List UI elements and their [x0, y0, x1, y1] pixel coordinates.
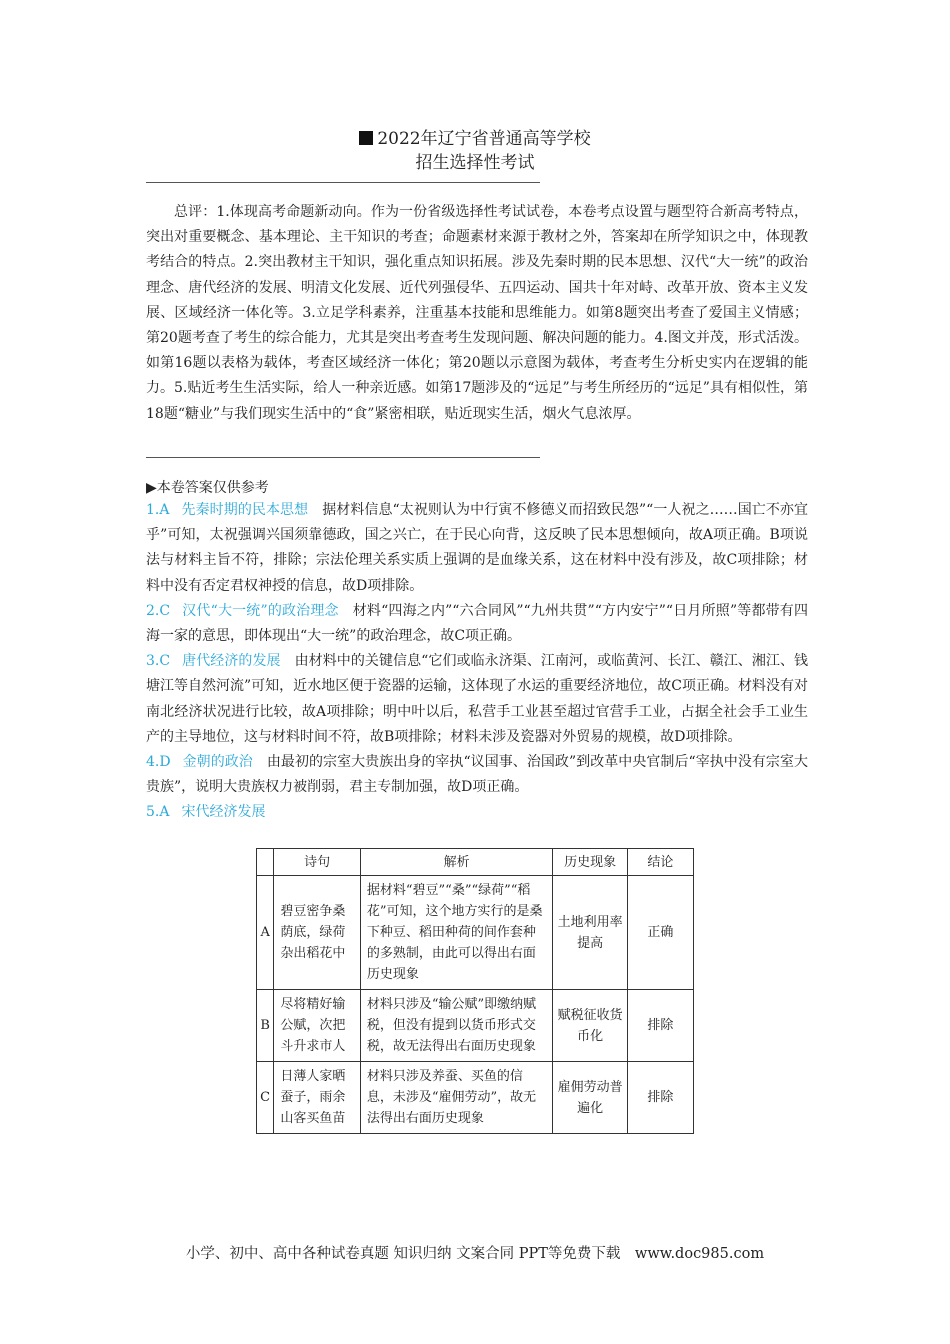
row-analysis: 据材料“碧豆”“桑”“绿荷”“稻花”可知，这个地方实行的是桑下种豆、稻田种荷的间作套种的多熟制，由此可以得出右面历史现象 [360, 876, 553, 990]
row-option: C [257, 1062, 274, 1134]
answer-text: 由材料中的关键信息“它们或临永济渠、江南河，或临黄河、长江、赣江、湘江、钱塘江等自然河流”可知，近水地区便于瓷器的运输，这体现了水运的重要经济地位，故C项正确。材料没有对南北经济状况进行比较，故A项排除；明中叶以后，私营手工业甚至超过官营手工业，占据全社会手工业生产的主导地位，这与材料时间不符，故B项排除；材料未涉及瓷器对外贸易的规模，故D项排除。 [146, 653, 809, 745]
table-header: 诗句 [274, 849, 361, 876]
answer-number: 5.A [146, 804, 170, 821]
table-header [257, 849, 274, 876]
answer-item [146, 498, 808, 599]
table-header: 解析 [360, 849, 553, 876]
answer-topic: 唐代经济的发展 [182, 653, 281, 670]
answer-number: 2.C [146, 602, 171, 619]
page-subtitle: 招生选择性考试 [415, 153, 535, 173]
answer-text: 材料“四海之内”“六合同风”“九州共贯”“方内安宁”“日月所照”等都带有四海一家的意思，即体现出“大一统”的政治理念，故C项正确。 [146, 602, 808, 645]
row-analysis: 材料只涉及养蚕、买鱼的信息，未涉及“雇佣劳动”，故无法得出右面历史现象 [360, 1062, 553, 1134]
answer-topic: 汉代“大一统”的政治理念 [182, 602, 339, 619]
table-row [257, 876, 694, 990]
table-header: 结论 [627, 849, 693, 876]
table-header: 历史现象 [553, 849, 627, 876]
row-analysis: 材料只涉及“输公赋”即缴纳赋税，但没有提到以货币形式交税，故无法得出右面历史现象 [360, 990, 553, 1062]
answer-text: 据材料信息“太祝则认为中行寅不修德义而招致民怨”“一人祝之……国亡不亦宜乎”可知，太祝强调兴国须靠德政，国之兴亡，在于民心向背，这反映了民本思想倾向，故A项正确。B项说法与材料主旨不符，排除；宗法伦理关系实质上强调的是血缘关系，这在材料中没有涉及，故C项排除；材料中没有否定君权神授的信息，故D项排除。 [146, 502, 808, 594]
answer-list [146, 498, 808, 826]
answer-topic: 先秦时期的民本思想 [181, 502, 309, 518]
table-row [257, 1062, 694, 1134]
row-phenomenon: 雇佣劳动普遍化 [553, 1062, 627, 1134]
answer-number: 1.A [146, 502, 170, 518]
row-phenomenon: 赋税征收货币化 [553, 990, 627, 1062]
summary-paragraph: 总评：1.体现高考命题新动向。作为一份省级选择性考试试卷，本卷考点设置与题型符合新高考特点，突出对重要概念、基本理论、主干知识的考查；命题素材来源于教材之外，答案却在所学知识之中，体现教考结合的特点。2.突出教材主干知识，强化重点知识拓展。涉及先秦时期的民本思想、汉代“大一统”的政治理念、唐代经济的发展、明清文化发展、近代列强侵华、五四运动、国共十年对峙、改革开放、资本主义发展、区域经济一体化等。3.立足学科素养，注重基本技能和思维能力。如第8题突出考查了爱国主义情感；第20题考查了考生的综合能力，尤其是突出考查考生发现问题、解决问题的能力。4.图文并茂，形式活泼。如第16题以表格为载体，考查区域经济一体化；第20题以示意图为载体，考查考生分析史实内在逻辑的能力。5.贴近考生生活实际，给人一种亲近感。如第17题涉及的“远足”与考生所经历的“远足”具有相似性，第18题“糖业”与我们现实生活中的“食”紧密相联，贴近现实生活，烟火气息浓厚。 [146, 204, 808, 422]
row-poem: 日薄人家晒蚕子，雨余山客买鱼苗 [274, 1062, 361, 1134]
row-poem: 碧豆密争桑荫底，绿荷杂出稻花中 [274, 876, 361, 990]
divider [146, 457, 540, 458]
table-row [257, 990, 694, 1062]
answer-item [146, 649, 808, 750]
answer-item [146, 599, 808, 649]
answer-item [146, 750, 808, 800]
row-conclusion: 排除 [627, 990, 693, 1062]
answer-item [146, 800, 808, 825]
row-conclusion: 正确 [627, 876, 693, 990]
divider [146, 182, 540, 183]
square-bullet-icon [359, 131, 373, 145]
row-phenomenon: 土地利用率提高 [553, 876, 627, 990]
page-title: 2022年辽宁省普通高等学校 [0, 128, 950, 150]
answer-note: ▶本卷答案仅供参考 [146, 480, 269, 496]
row-poem: 尽将精好输公赋，次把斗升求市人 [274, 990, 361, 1062]
row-conclusion: 排除 [627, 1062, 693, 1134]
row-option: B [257, 990, 274, 1062]
answer-text: 由最初的宗室大贵族出身的宰执“议国事、治国政”到改革中央官制后“宰执中没有宗室大贵族”，说明大贵族权力被削弱，君主专制加强，故D项正确。 [146, 754, 808, 796]
answer-number: 4.D [146, 754, 171, 771]
page-footer: 小学、初中、高中各种试卷真题 知识归纳 文案合同 PPT等免费下载 www.doc985.com [185, 1246, 765, 1262]
answer-topic: 宋代经济发展 [181, 804, 266, 821]
row-option: A [257, 876, 274, 990]
answer-topic: 金朝的政治 [182, 754, 253, 771]
answer-number: 3.C [146, 653, 171, 670]
table-header-row [257, 849, 694, 876]
analysis-table [256, 848, 694, 1134]
